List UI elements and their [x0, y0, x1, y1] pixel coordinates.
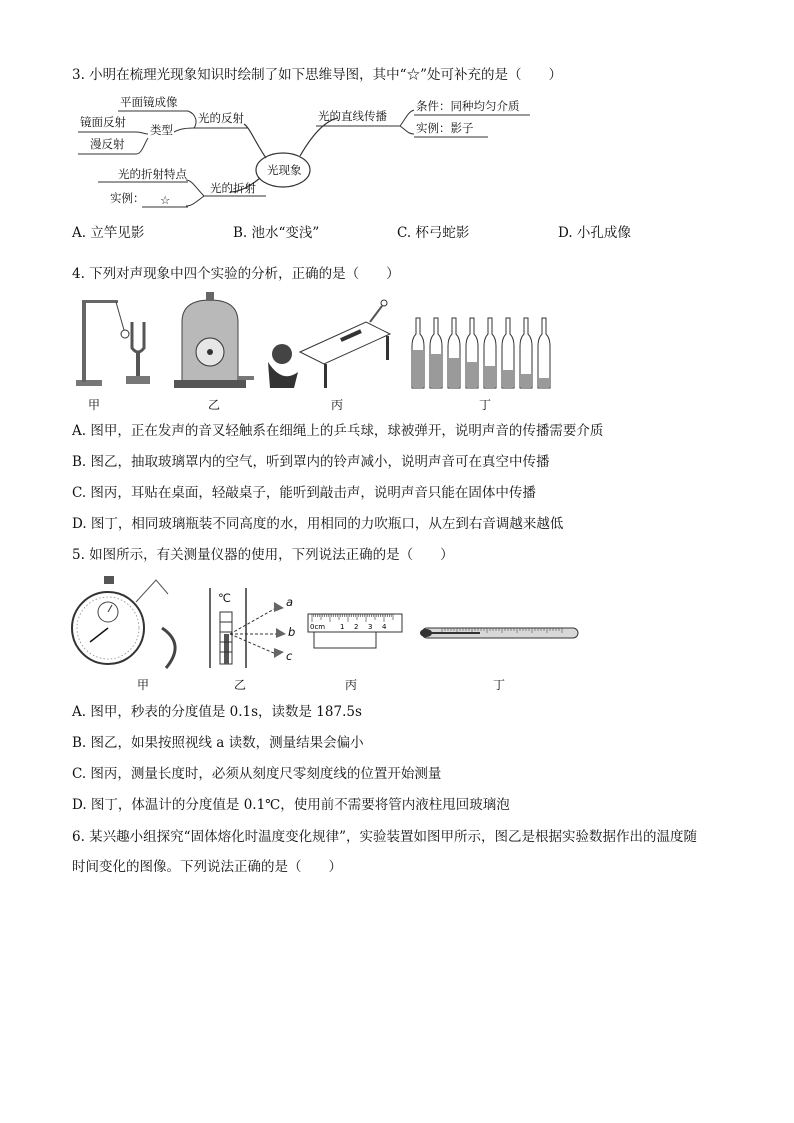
ear-on-table-icon: [268, 300, 390, 388]
ruler-tick-1: 1: [340, 623, 345, 631]
bottle-water: [503, 370, 513, 388]
q6-stem-line2: 时间变化的图像。下列说法正确的是（ ）: [72, 859, 342, 875]
bottle-water: [485, 366, 495, 388]
mm-example-star: 实例：: [110, 191, 145, 205]
q5-figures: [70, 572, 590, 672]
q4-caption-yi: 乙: [208, 398, 221, 412]
glass-bottles-icon: [412, 318, 550, 388]
q4-stem: 4. 下列对声现象中四个实验的分析，正确的是（ ）: [72, 266, 400, 282]
ruler-tick-3: 3: [368, 623, 373, 631]
q5-stem: 5. 如图所示，有关测量仪器的使用，下列说法正确的是（ ）: [72, 547, 454, 563]
tuning-fork-apparatus-icon: [76, 300, 150, 386]
q4-caption-jia: 甲: [88, 398, 101, 412]
mm-refraction-feature: 光的折射特点: [118, 167, 187, 181]
q5-option-b: B. 图乙，如果按照视线 a 读数，测量结果会偏小: [72, 735, 364, 751]
q3-stem: 3. 小明在梳理光现象知识时绘制了如下思维导图，其中“☆”处可补充的是（ ）: [72, 67, 562, 83]
stopwatch-icon: [72, 576, 175, 668]
mm-refraction: 光的折射: [210, 181, 256, 195]
q4-option-c: C. 图丙，耳贴在桌面，轻敲桌子，能听到敲击声，说明声音只能在固体中传播: [72, 485, 536, 501]
ruler-tick-4: 4: [382, 623, 387, 631]
mm-diffuse: 漫反射: [90, 137, 125, 151]
q5-option-a: A. 图甲，秒表的分度值是 0.1s，读数是 187.5s: [72, 704, 362, 720]
mm-condition: 条件：同种均匀介质: [416, 99, 520, 113]
q3-option-d: D. 小孔成像: [558, 225, 631, 241]
q5-caption-jia: 甲: [137, 678, 150, 692]
bottle-water: [467, 362, 477, 388]
mm-type: 类型: [150, 123, 173, 137]
q4-caption-bing: 丙: [331, 398, 344, 412]
q3-option-c: C. 杯弓蛇影: [397, 225, 470, 241]
q5-caption-bing: 丙: [345, 678, 358, 692]
q5-option-d: D. 图丁，体温计的分度值是 0.1℃，使用前不需要将管内液柱甩回玻璃泡: [72, 797, 510, 813]
clinical-thermometer-icon: [420, 628, 578, 638]
mm-star-icon: ☆: [160, 193, 171, 207]
q5-caption-ding: 丁: [493, 678, 506, 692]
q3-option-b: B. 池水“变浅”: [233, 225, 320, 241]
mm-specular: 镜面反射: [80, 115, 126, 129]
mm-example-shadow: 实例：影子: [416, 121, 474, 135]
ruler-tick-2: 2: [354, 623, 359, 631]
q4-option-d: D. 图丁，相同玻璃瓶装不同高度的水，用相同的力吹瓶口，从左到右音调越来越低: [72, 516, 564, 532]
bottle-icon: [538, 318, 550, 388]
q5-option-c: C. 图丙，测量长度时，必须从刻度尺零刻度线的位置开始测量: [72, 766, 442, 782]
bottle-water: [431, 354, 441, 388]
q4-option-b: B. 图乙，抽取玻璃罩内的空气，听到罩内的铃声减小，说明声音可在真空中传播: [72, 454, 550, 470]
bottle-water: [521, 374, 531, 388]
q3-mindmap: [70, 92, 550, 212]
sight-label-a: a: [286, 595, 294, 609]
bottle-water: [449, 358, 459, 388]
q4-figures: [70, 292, 570, 392]
mm-reflection: 光的反射: [198, 111, 244, 125]
ruler-unit: 0cm: [310, 623, 326, 631]
q5-caption-yi: 乙: [234, 678, 247, 692]
q4-caption-ding: 丁: [479, 398, 492, 412]
ruler-icon: [308, 614, 402, 648]
mm-plane-mirror: 平面镜成像: [120, 95, 178, 109]
q4-option-a: A. 图甲，正在发声的音叉轻触系在细绳上的乒乓球，球被弹开，说明声音的传播需要介质: [72, 423, 604, 439]
sight-label-b: b: [288, 625, 296, 639]
bell-jar-icon: [174, 292, 254, 388]
thermo-unit-label: ℃: [218, 591, 231, 605]
sight-label-c: c: [286, 649, 293, 663]
q3-option-a: A. 立竿见影: [72, 225, 145, 241]
bottle-water: [539, 378, 549, 388]
mm-center: 光现象: [267, 163, 302, 177]
bottle-water: [413, 350, 423, 388]
mm-straight: 光的直线传播: [318, 109, 387, 123]
q6-stem-line1: 6. 某兴趣小组探究“固体熔化时温度变化规律”，实验装置如图甲所示，图乙是根据实验数据作出的温度随: [72, 829, 697, 845]
